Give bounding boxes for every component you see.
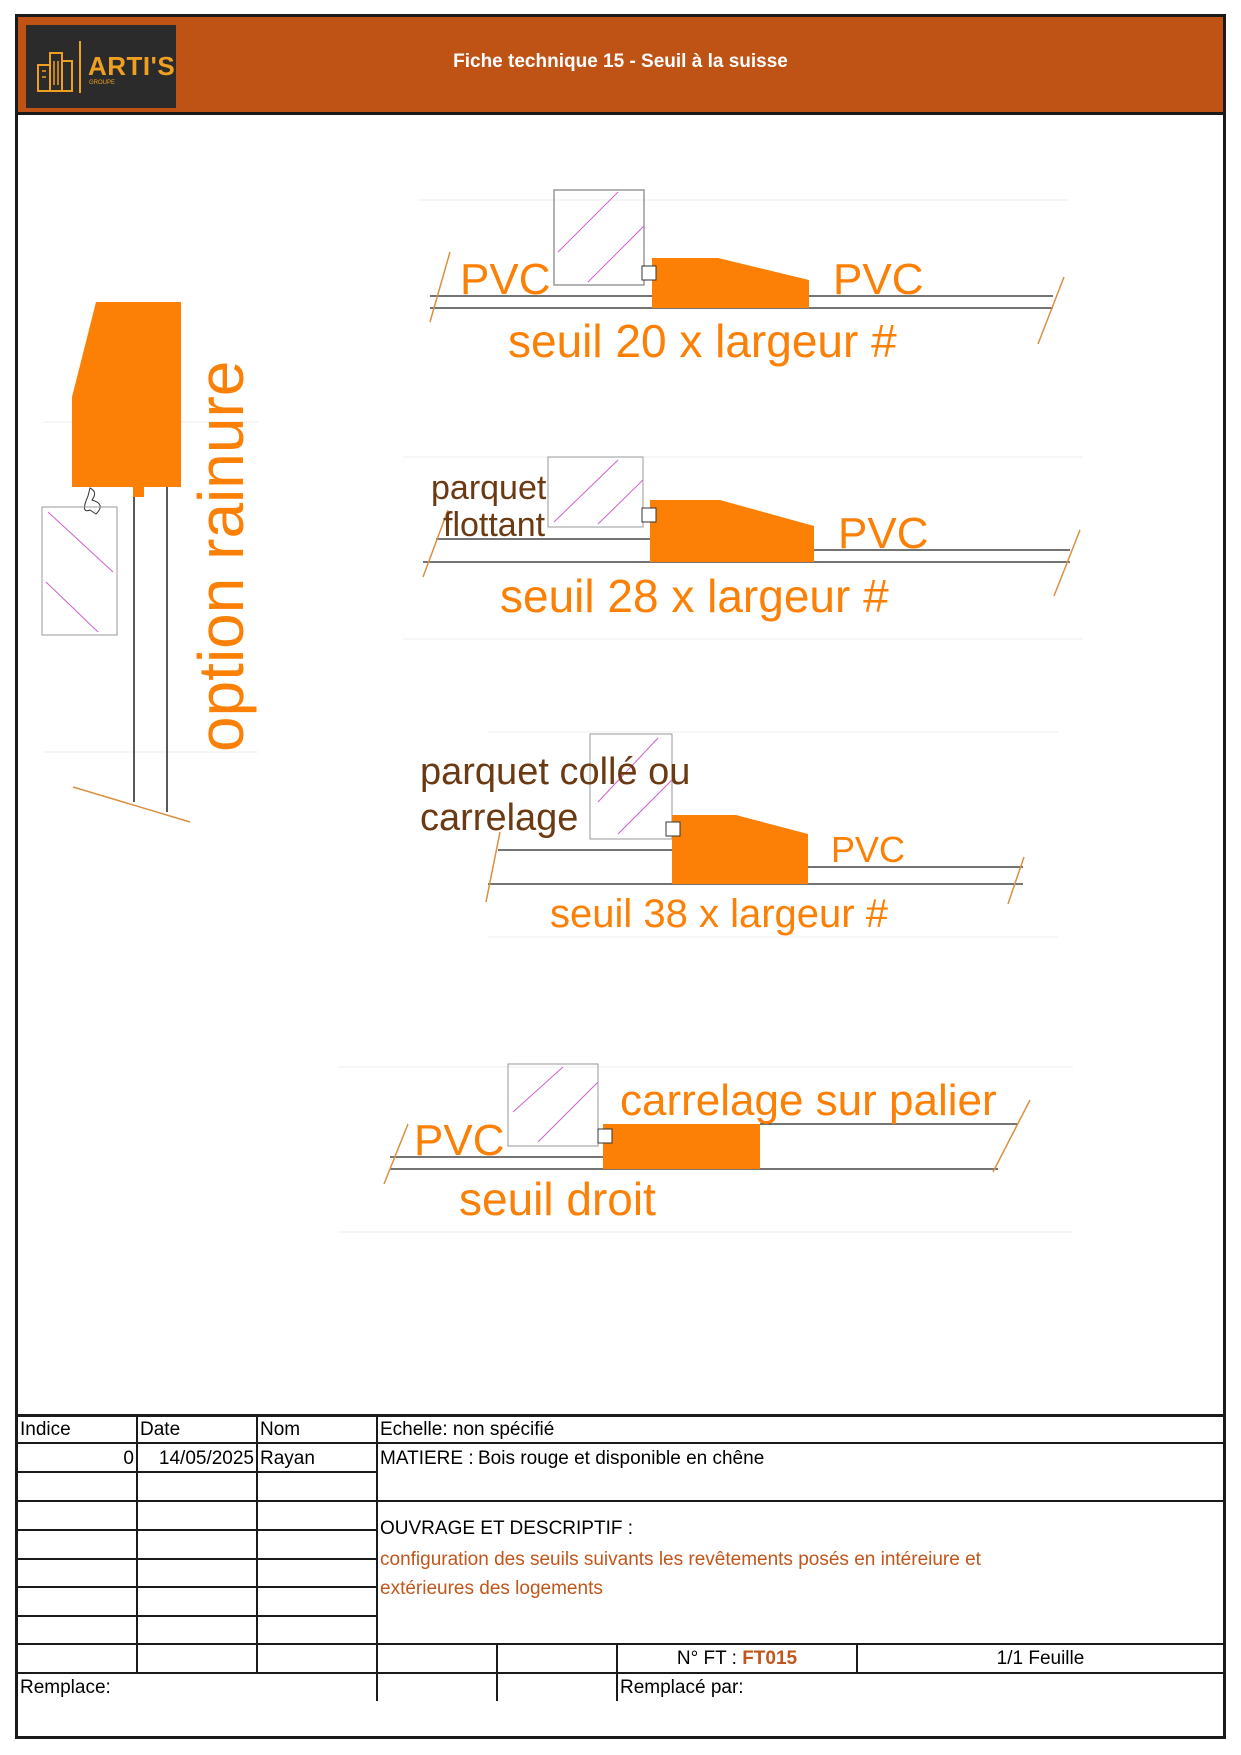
sheet-title: Fiche technique 15 - Seuil à la suisse [453, 51, 788, 72]
seuil-28-profile [650, 500, 814, 562]
seuil-38-profile [672, 815, 808, 884]
echelle-text: Echelle: non spécifié [380, 1419, 555, 1440]
col-header-indice: Indice [20, 1419, 71, 1440]
d3-left-label-2: carrelage [420, 797, 579, 839]
diagram-seuil-38 [420, 732, 1058, 937]
matiere-label: MATIERE : [380, 1448, 474, 1469]
col-header-date: Date [140, 1419, 181, 1440]
ouvrage-line-2: extérieures des logements [380, 1578, 603, 1599]
seuil-droit-profile [603, 1124, 760, 1169]
d4-left-label: PVC [414, 1116, 505, 1165]
threshold-drawings [18, 112, 1223, 1412]
d4-caption: seuil droit [459, 1173, 656, 1225]
nft-label: N° FT : [676, 1648, 743, 1669]
d4-right-label: carrelage sur palier [620, 1076, 997, 1125]
d3-left-label-1: parquet collé ou [420, 751, 691, 793]
feuille-text: 1/1 Feuille [996, 1648, 1085, 1669]
d2-right-label: PVC [838, 509, 929, 558]
rainure-profile [72, 302, 181, 497]
ouvrage-line-1: configuration des seuils suivants les revêtements posés en intéreiure et [380, 1549, 981, 1570]
d1-right-label: PVC [833, 255, 924, 304]
diagram-seuil-20 [418, 190, 1068, 367]
remplace-par-label: Remplacé par: [620, 1677, 744, 1698]
logo-brand-text: ARTI'S [88, 51, 176, 81]
technical-sheet [15, 14, 1226, 1739]
joint-seal [84, 488, 100, 514]
matiere-value: Bois rouge et disponible en chêne [478, 1448, 765, 1469]
d2-left-label-2: flottant [443, 506, 546, 544]
nft-value: FT015 [742, 1648, 798, 1669]
d1-left-label: PVC [460, 255, 551, 304]
d3-right-label: PVC [831, 829, 906, 870]
nft-cell [618, 1648, 856, 1670]
seuil-20-profile [652, 258, 809, 308]
col-header-nom: Nom [260, 1419, 301, 1440]
diagram-seuil-droit [338, 1064, 1073, 1232]
ouvrage-label: OUVRAGE ET DESCRIPTIF : [380, 1518, 634, 1539]
logo-sub-text: GROUPE [89, 80, 116, 86]
option-rainure-label: option rainure [185, 360, 257, 752]
diagram-seuil-28 [403, 457, 1083, 639]
remplace-label: Remplace: [20, 1677, 111, 1698]
row1-nom: Rayan [260, 1448, 315, 1469]
row1-indice: 0 [123, 1448, 134, 1469]
d2-left-label-1: parquet [431, 469, 547, 507]
d1-caption: seuil 20 x largeur # [508, 315, 897, 367]
option-rainure-detail [42, 302, 258, 822]
header-bar [18, 17, 1223, 115]
d3-caption: seuil 38 x largeur # [550, 892, 888, 936]
d2-caption: seuil 28 x largeur # [500, 570, 889, 622]
row1-date: 14/05/2025 [158, 1448, 254, 1469]
